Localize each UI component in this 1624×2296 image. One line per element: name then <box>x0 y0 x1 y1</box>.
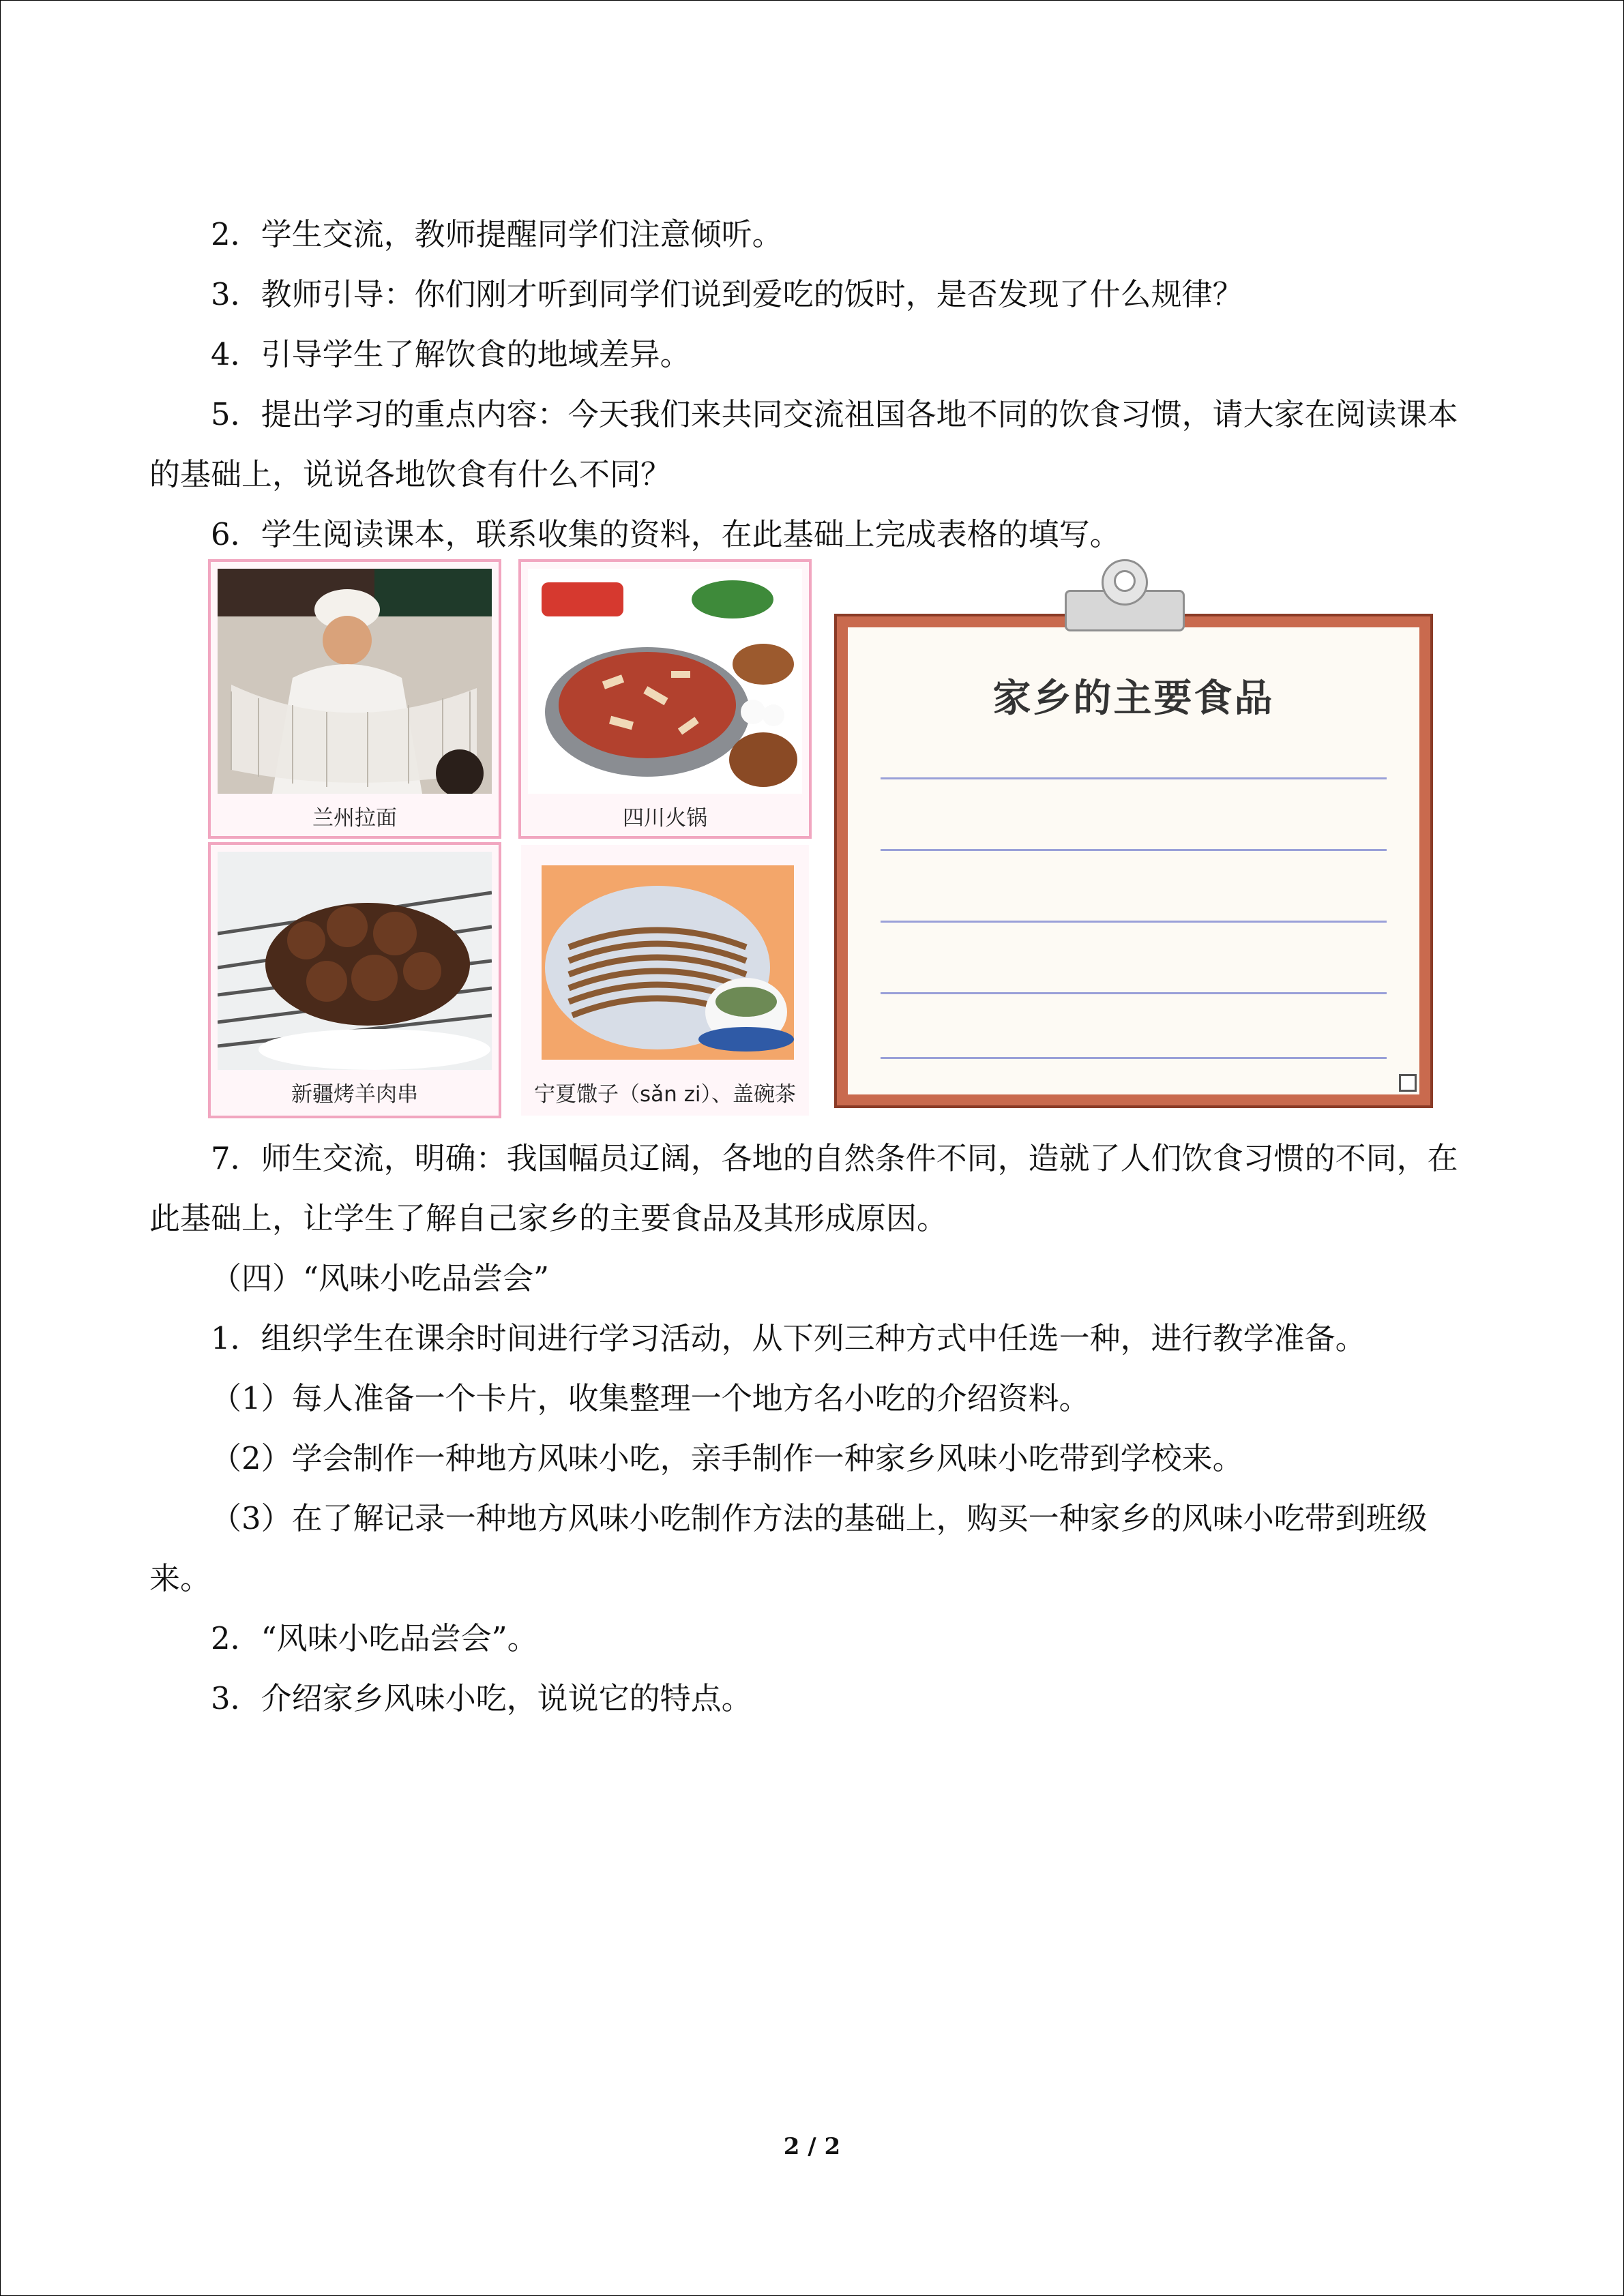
sanzi-photo <box>542 865 794 1060</box>
paragraph: 6．学生阅读课本，联系收集的资料，在此基础上完成表格的填写。 <box>211 516 1121 552</box>
hometown-food-board <box>834 614 1433 1108</box>
paragraph: 3．教师引导：你们刚才听到同学们说到爱吃的饭时，是否发现了什么规律？ <box>211 276 1243 312</box>
photo-card-xinjiang <box>208 842 501 1118</box>
caption-sichuan: 四川火锅 <box>623 806 707 831</box>
board-paper <box>848 627 1419 1094</box>
board-line <box>881 849 1387 851</box>
paragraph: （1）每人准备一个卡片，收集整理一个地方名小吃的介绍资料。 <box>211 1380 1090 1416</box>
photo-card-sichuan <box>518 559 812 839</box>
caption-lanzhou: 兰州拉面 <box>312 806 397 831</box>
binder-clip-hole-icon <box>1114 570 1136 592</box>
paragraph: 5．提出学习的重点内容：今天我们来共同交流祖国各地不同的饮食习惯，请大家在阅读课本的基础上，说说各地饮食有什么不同？ <box>149 396 1458 492</box>
kebab-photo <box>218 852 492 1070</box>
paragraph: 7．师生交流，明确：我国幅员辽阔，各地的自然条件不同，造就了人们饮食习惯的不同，在此基础上，让学生了解自己家乡的主要食品及其形成原因。 <box>149 1140 1458 1236</box>
board-line <box>881 1057 1387 1059</box>
paragraph: 2．“风味小吃品尝会”。 <box>211 1620 538 1656</box>
paragraph: （四）“风味小吃品尝会” <box>211 1260 550 1296</box>
paragraph: 2．学生交流，教师提醒同学们注意倾听。 <box>211 216 783 252</box>
caption-ningxia: 宁夏馓子（sǎn zi）、盖碗茶 <box>533 1082 797 1107</box>
paragraph: 3．介绍家乡风味小吃，说说它的特点。 <box>211 1680 752 1716</box>
caption-xinjiang: 新疆烤羊肉串 <box>291 1082 418 1107</box>
photo-card-lanzhou <box>208 559 501 839</box>
board-line <box>881 921 1387 923</box>
page-number: 2 / 2 <box>783 2133 841 2160</box>
resize-corner-icon <box>1399 1074 1417 1092</box>
photo-card-ningxia <box>518 842 812 1118</box>
food-figure <box>208 559 1439 1118</box>
lanzhou-noodle-photo <box>218 569 492 794</box>
paragraph: 1．组织学生在课余时间进行学习活动，从下列三种方式中任选一种，进行教学准备。 <box>211 1320 1366 1356</box>
paragraph: 4．引导学生了解饮食的地域差异。 <box>211 336 691 372</box>
paragraph: （2）学会制作一种地方风味小吃，亲手制作一种家乡风味小吃带到学校来。 <box>211 1440 1243 1476</box>
board-line <box>881 777 1387 779</box>
board-title: 家乡的主要食品 <box>992 676 1275 721</box>
paragraph: （3）在了解记录一种地方风味小吃制作方法的基础上，购买一种家乡的风味小吃带到班级来。 <box>149 1500 1428 1596</box>
board-line <box>881 992 1387 994</box>
hotpot-photo <box>528 569 802 794</box>
